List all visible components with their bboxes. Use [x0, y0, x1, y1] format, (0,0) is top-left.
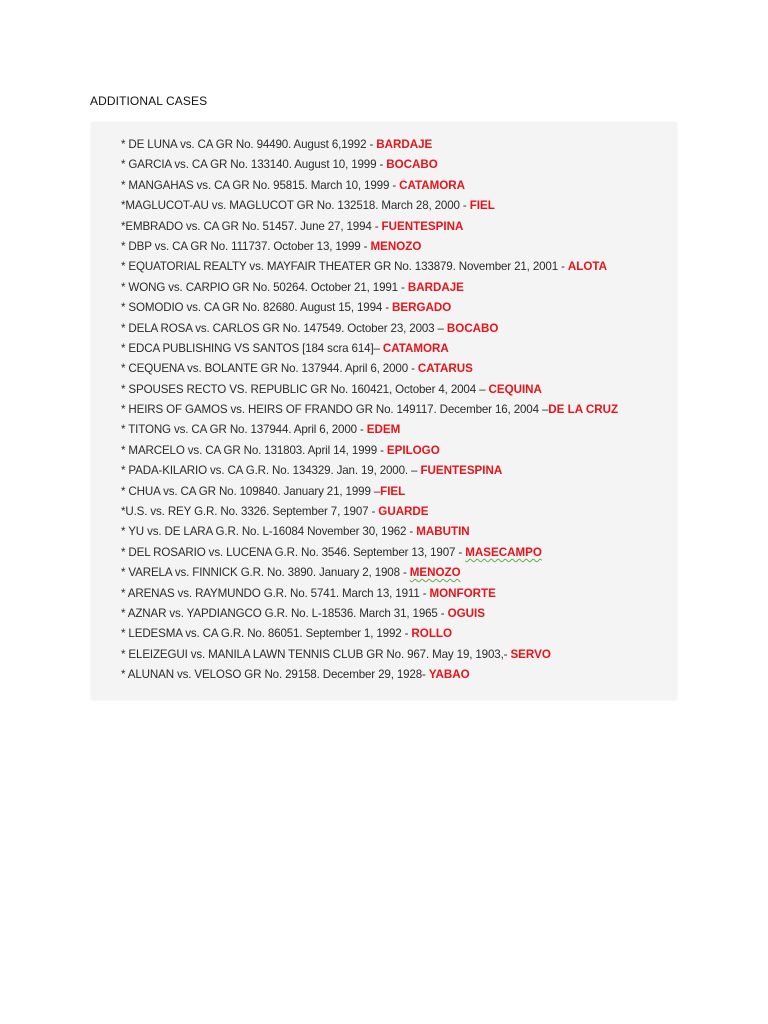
- list-item: [121, 380, 618, 400]
- case-citation: * EQUATORIAL REALTY vs. MAYFAIR THEATER GR No. 133879. November 21, 2001: [121, 260, 559, 274]
- assignee-name: MONFORTE: [429, 586, 496, 600]
- list-item: [121, 319, 618, 339]
- list-item: [121, 298, 618, 318]
- list-item: [121, 665, 618, 685]
- case-citation: * VARELA vs. FINNICK G.R. No. 3890. January 2, 1908: [121, 566, 400, 580]
- case-citation: * DBP vs. CA GR No. 111737. October 13, 1999: [121, 239, 361, 253]
- assignee-name: OGUIS: [447, 606, 485, 620]
- case-citation: * EDCA PUBLISHING VS SANTOS [184 scra 614]: [121, 341, 374, 355]
- case-citation: * SPOUSES RECTO VS. REPUBLIC GR No. 160421, October 4, 2004: [121, 382, 477, 396]
- case-citation: * LEDESMA vs. CA G.R. No. 86051. September 1, 1992: [121, 627, 402, 641]
- separator: -: [377, 443, 387, 457]
- separator: -: [422, 668, 429, 682]
- assignee-name: ROLLO: [411, 627, 452, 641]
- list-item: [121, 624, 618, 644]
- list-item: [121, 604, 618, 624]
- case-citation: * ALUNAN vs. VELOSO GR No. 29158. December 29, 1928: [121, 668, 423, 682]
- list-item: [121, 563, 618, 583]
- separator: -: [408, 362, 418, 376]
- separator: -: [437, 606, 448, 620]
- case-citation: * PADA-KILARIO vs. CA G.R. No. 134329. Jan. 19, 2000.: [121, 464, 408, 478]
- assignee-name: BOCABO: [446, 321, 499, 335]
- separator: –: [370, 484, 381, 498]
- list-item: [121, 584, 618, 604]
- separator: -: [503, 647, 511, 661]
- list-item: [121, 155, 618, 175]
- case-citation: * ARENAS vs. RAYMUNDO G.R. No. 5741. March 13, 1911: [121, 586, 420, 600]
- assignee-name: CEQUINA: [488, 382, 542, 396]
- assignee-name: FIEL: [380, 484, 406, 498]
- case-citation: * GARCIA vs. CA GR No. 133140. August 10, 1999: [121, 158, 377, 172]
- assignee-name: BARDAJE: [407, 280, 464, 294]
- separator: -: [368, 505, 379, 519]
- separator: –: [476, 382, 489, 396]
- separator: -: [399, 566, 410, 580]
- list-item: [121, 400, 618, 420]
- assignee-name: CATARUS: [417, 362, 473, 376]
- assignee-name: GUARDE: [378, 505, 429, 519]
- case-citation: *EMBRADO vs. CA GR No. 51457. June 27, 1994: [121, 219, 372, 233]
- list-item: [121, 237, 618, 257]
- list-item: [121, 278, 618, 298]
- page-heading: ADDITIONAL CASES: [90, 94, 208, 108]
- case-citation: * CHUA vs. CA GR No. 109840. January 21, 1999: [121, 484, 371, 498]
- separator: -: [360, 239, 371, 253]
- case-citation: * DELA ROSA vs. CARLOS GR No. 147549. October 23, 2003: [121, 321, 435, 335]
- list-item: [121, 135, 618, 155]
- list-item: [121, 420, 618, 440]
- separator: -: [371, 219, 382, 233]
- case-citation: * MARCELO vs. CA GR No. 131803. April 14, 1999: [121, 443, 378, 457]
- separator: -: [455, 545, 466, 559]
- list-item: [121, 217, 618, 237]
- separator: -: [397, 280, 408, 294]
- assignee-name: EPILOGO: [386, 443, 440, 457]
- assignee-name: DE LA CRUZ: [548, 403, 619, 417]
- case-citation: * MANGAHAS vs. CA GR No. 95815. March 10, 1999: [121, 178, 390, 192]
- separator: -: [419, 586, 430, 600]
- list-item: [121, 645, 618, 665]
- case-citation: * DEL ROSARIO vs. LUCENA G.R. No. 3546. September 13, 1907: [121, 545, 456, 559]
- separator: -: [389, 178, 400, 192]
- case-citation: * ELEIZEGUI vs. MANILA LAWN TENNIS CLUB GR No. 967. May 19, 1903,: [121, 647, 504, 661]
- assignee-name: BERGADO: [392, 301, 452, 315]
- cases-list: [121, 135, 618, 686]
- separator: -: [406, 525, 417, 539]
- case-citation: * YU vs. DE LARA G.R. No. L-16084 November 30, 1962: [121, 525, 407, 539]
- list-item: [121, 522, 618, 542]
- separator: -: [366, 138, 377, 151]
- assignee-name: MABUTIN: [416, 525, 470, 539]
- separator: -: [376, 158, 387, 172]
- separator: –: [373, 341, 383, 355]
- list-item: [121, 196, 618, 216]
- case-citation: * AZNAR vs. YAPDIANGCO G.R. No. L-18536. March 31, 1965: [121, 606, 438, 620]
- case-citation: *MAGLUCOT-AU vs. MAGLUCOT GR No. 132518. March 28, 2000: [121, 199, 460, 213]
- separator: –: [538, 403, 549, 417]
- case-citation: * SOMODIO vs. CA GR No. 82680. August 15, 1994: [121, 301, 383, 315]
- list-item: [121, 441, 618, 461]
- assignee-name: FIEL: [469, 199, 495, 213]
- list-item: [121, 257, 618, 277]
- case-citation: * CEQUENA vs. BOLANTE GR No. 137944. April 6, 2000: [121, 362, 408, 376]
- assignee-name: BARDAJE: [376, 138, 433, 151]
- separator: -: [382, 301, 393, 315]
- separator: –: [434, 321, 447, 335]
- list-item: [121, 543, 618, 563]
- assignee-name: ALOTA: [567, 260, 607, 274]
- list-item: [121, 176, 618, 196]
- case-citation: * HEIRS OF GAMOS vs. HEIRS OF FRANDO GR No. 149117. December 16, 2004: [121, 403, 539, 417]
- case-citation: *U.S. vs. REY G.R. No. 3326. September 7, 1907: [121, 505, 369, 519]
- case-citation: * TITONG vs. CA GR No. 137944. April 6, 2000: [121, 423, 357, 437]
- list-item: [121, 359, 618, 379]
- list-item: [121, 461, 618, 481]
- assignee-name: MENOZO: [409, 566, 461, 580]
- case-citation: * DE LUNA vs. CA GR No. 94490. August 6,1992: [121, 138, 367, 151]
- separator: -: [459, 199, 470, 213]
- assignee-name: BOCABO: [386, 158, 438, 172]
- separator: -: [401, 627, 412, 641]
- cases-image-panel: [91, 122, 677, 700]
- separator: -: [356, 423, 367, 437]
- separator: -: [558, 260, 568, 274]
- assignee-name: FUENTESPINA: [381, 219, 464, 233]
- case-citation: * WONG vs. CARPIO GR No. 50264. October 21, 1991: [121, 280, 398, 294]
- assignee-name: EDEM: [366, 423, 401, 437]
- list-item: [121, 482, 618, 502]
- assignee-name: CATAMORA: [382, 341, 449, 355]
- list-item: [121, 502, 618, 522]
- assignee-name: CATAMORA: [399, 178, 466, 192]
- assignee-name: SERVO: [510, 647, 551, 661]
- assignee-name: MASECAMPO: [465, 545, 542, 559]
- separator: –: [407, 464, 421, 478]
- assignee-name: FUENTESPINA: [420, 464, 503, 478]
- assignee-name: YABAO: [428, 668, 470, 682]
- assignee-name: MENOZO: [370, 239, 422, 253]
- list-item: [121, 339, 618, 359]
